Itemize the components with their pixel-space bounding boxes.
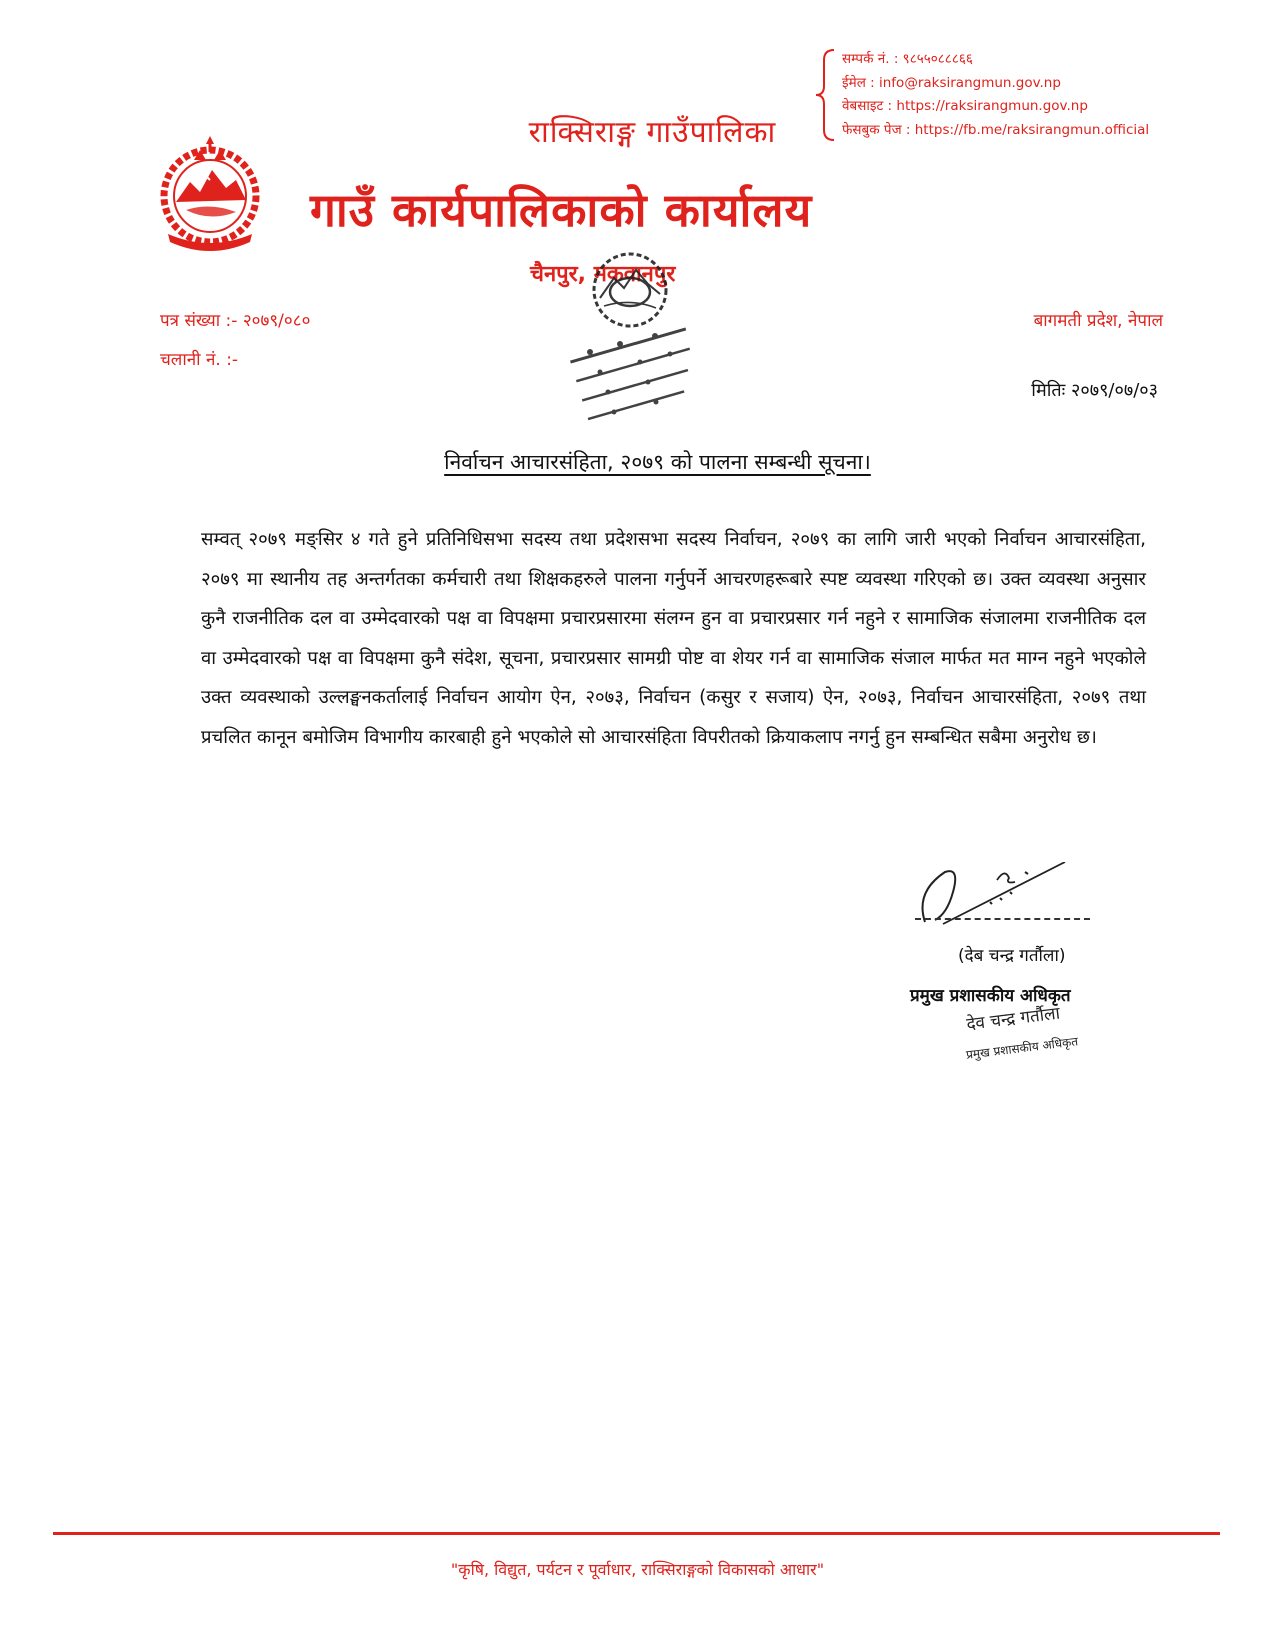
body-paragraph: सम्वत् २०७९ मङ्सिर ४ गते हुने प्रतिनिधिसभा सदस्य तथा प्रदेशसभा सदस्य निर्वाचन, २०७९ का लागि जारी भएको निर्वाचन आचारसंहिता, २०७९ मा स्थानीय तह अन्तर्गतका कर्मचारी तथा शिक्षकहरुले पालना गर्नुपर्ने आचरणहरूबारे स्पष्ट व्यवस्था गरिएको छ। उक्त व्यवस्था अनुसार कुनै राजनीतिक दल वा उम्मेदवारको पक्ष वा विपक्षमा प्रचारप्रसारमा संलग्न हुन वा प्रचारप्रसार गर्न नहुने र सामाजिक संजालमा राजनीतिक दल वा उम्मेदवारको पक्ष वा विपक्षमा कुनै संदेश, सूचना, प्रचारप्रसार सामग्री पोष्ट वा शेयर गर्न वा सामाजिक संजाल मार्फत मत माग्न नहुने भएकोले उक्त व्यवस्थाको उल्लङ्घनकर्तालाई निर्वाचन आयोग ऐन, २०७३, निर्वाचन (कसुर र सजाय) ऐन, २०७३, निर्वाचन आचारसंहिता, २०७९ तथा प्रचलित कानून बमोजिम विभागीय कारबाही हुने भएकोले सो आचारसंहिता विपरीतको क्रियाकलाप नगर्नु हुन सम्बन्धित सबैमा अनुरोध छ। [201, 529, 1146, 748]
subject-heading: निर्वाचन आचारसंहिता, २०७९ को पालना सम्बन्धी सूचना। [444, 450, 871, 474]
footer-divider [53, 1532, 1220, 1535]
stamp-title: प्रमुख प्रशासकीय अधिकृत [965, 1034, 1079, 1062]
province-label: बागमती प्रदेश, नेपाल [1033, 311, 1163, 331]
signer-name: (देब चन्द्र गर्तौला) [958, 946, 1066, 966]
contact-website-link[interactable]: https://raksirangmun.gov.np [896, 98, 1088, 114]
signature-icon [905, 862, 1085, 932]
office-name: गाउँ कार्यपालिकाको कार्यालय [310, 183, 813, 237]
footer-motto: "कृषि, विद्युत, पर्यटन र पूर्वाधार, राक्सिराङ्गको विकासको आधार" [450, 1560, 825, 1579]
contact-email-label: ईमेल : [842, 74, 875, 91]
signer-title: प्रमुख प्रशासकीय अधिकृत [910, 986, 1071, 1006]
signature-line [915, 918, 1090, 920]
stamp-name: देव चन्द्र गर्तौला [965, 1003, 1062, 1035]
municipality-name: राक्सिराङ्ग गाउँपालिका [528, 115, 777, 150]
contact-phone: सम्पर्क नं. : ९८५५०८८८६६ [842, 51, 973, 67]
letter-number: पत्र संख्या :- २०७९/०८० [160, 311, 311, 331]
office-seal-icon [560, 248, 710, 438]
contact-email-row [842, 72, 1149, 96]
contact-facebook-label: फेसबुक पेज : [842, 121, 911, 138]
dispatch-number: चलानी नं. :- [160, 350, 239, 370]
contact-facebook-link[interactable]: https://fb.me/raksirangmun.official [914, 121, 1150, 138]
contact-website-label: वेबसाइट : [842, 98, 893, 114]
contact-email-link[interactable]: info@raksirangmun.gov.np [879, 74, 1061, 91]
office-location: चैनपुर, मकवानपुर [530, 262, 676, 287]
letter-date: मितिः २०७९/०७/०३ [1031, 380, 1158, 401]
